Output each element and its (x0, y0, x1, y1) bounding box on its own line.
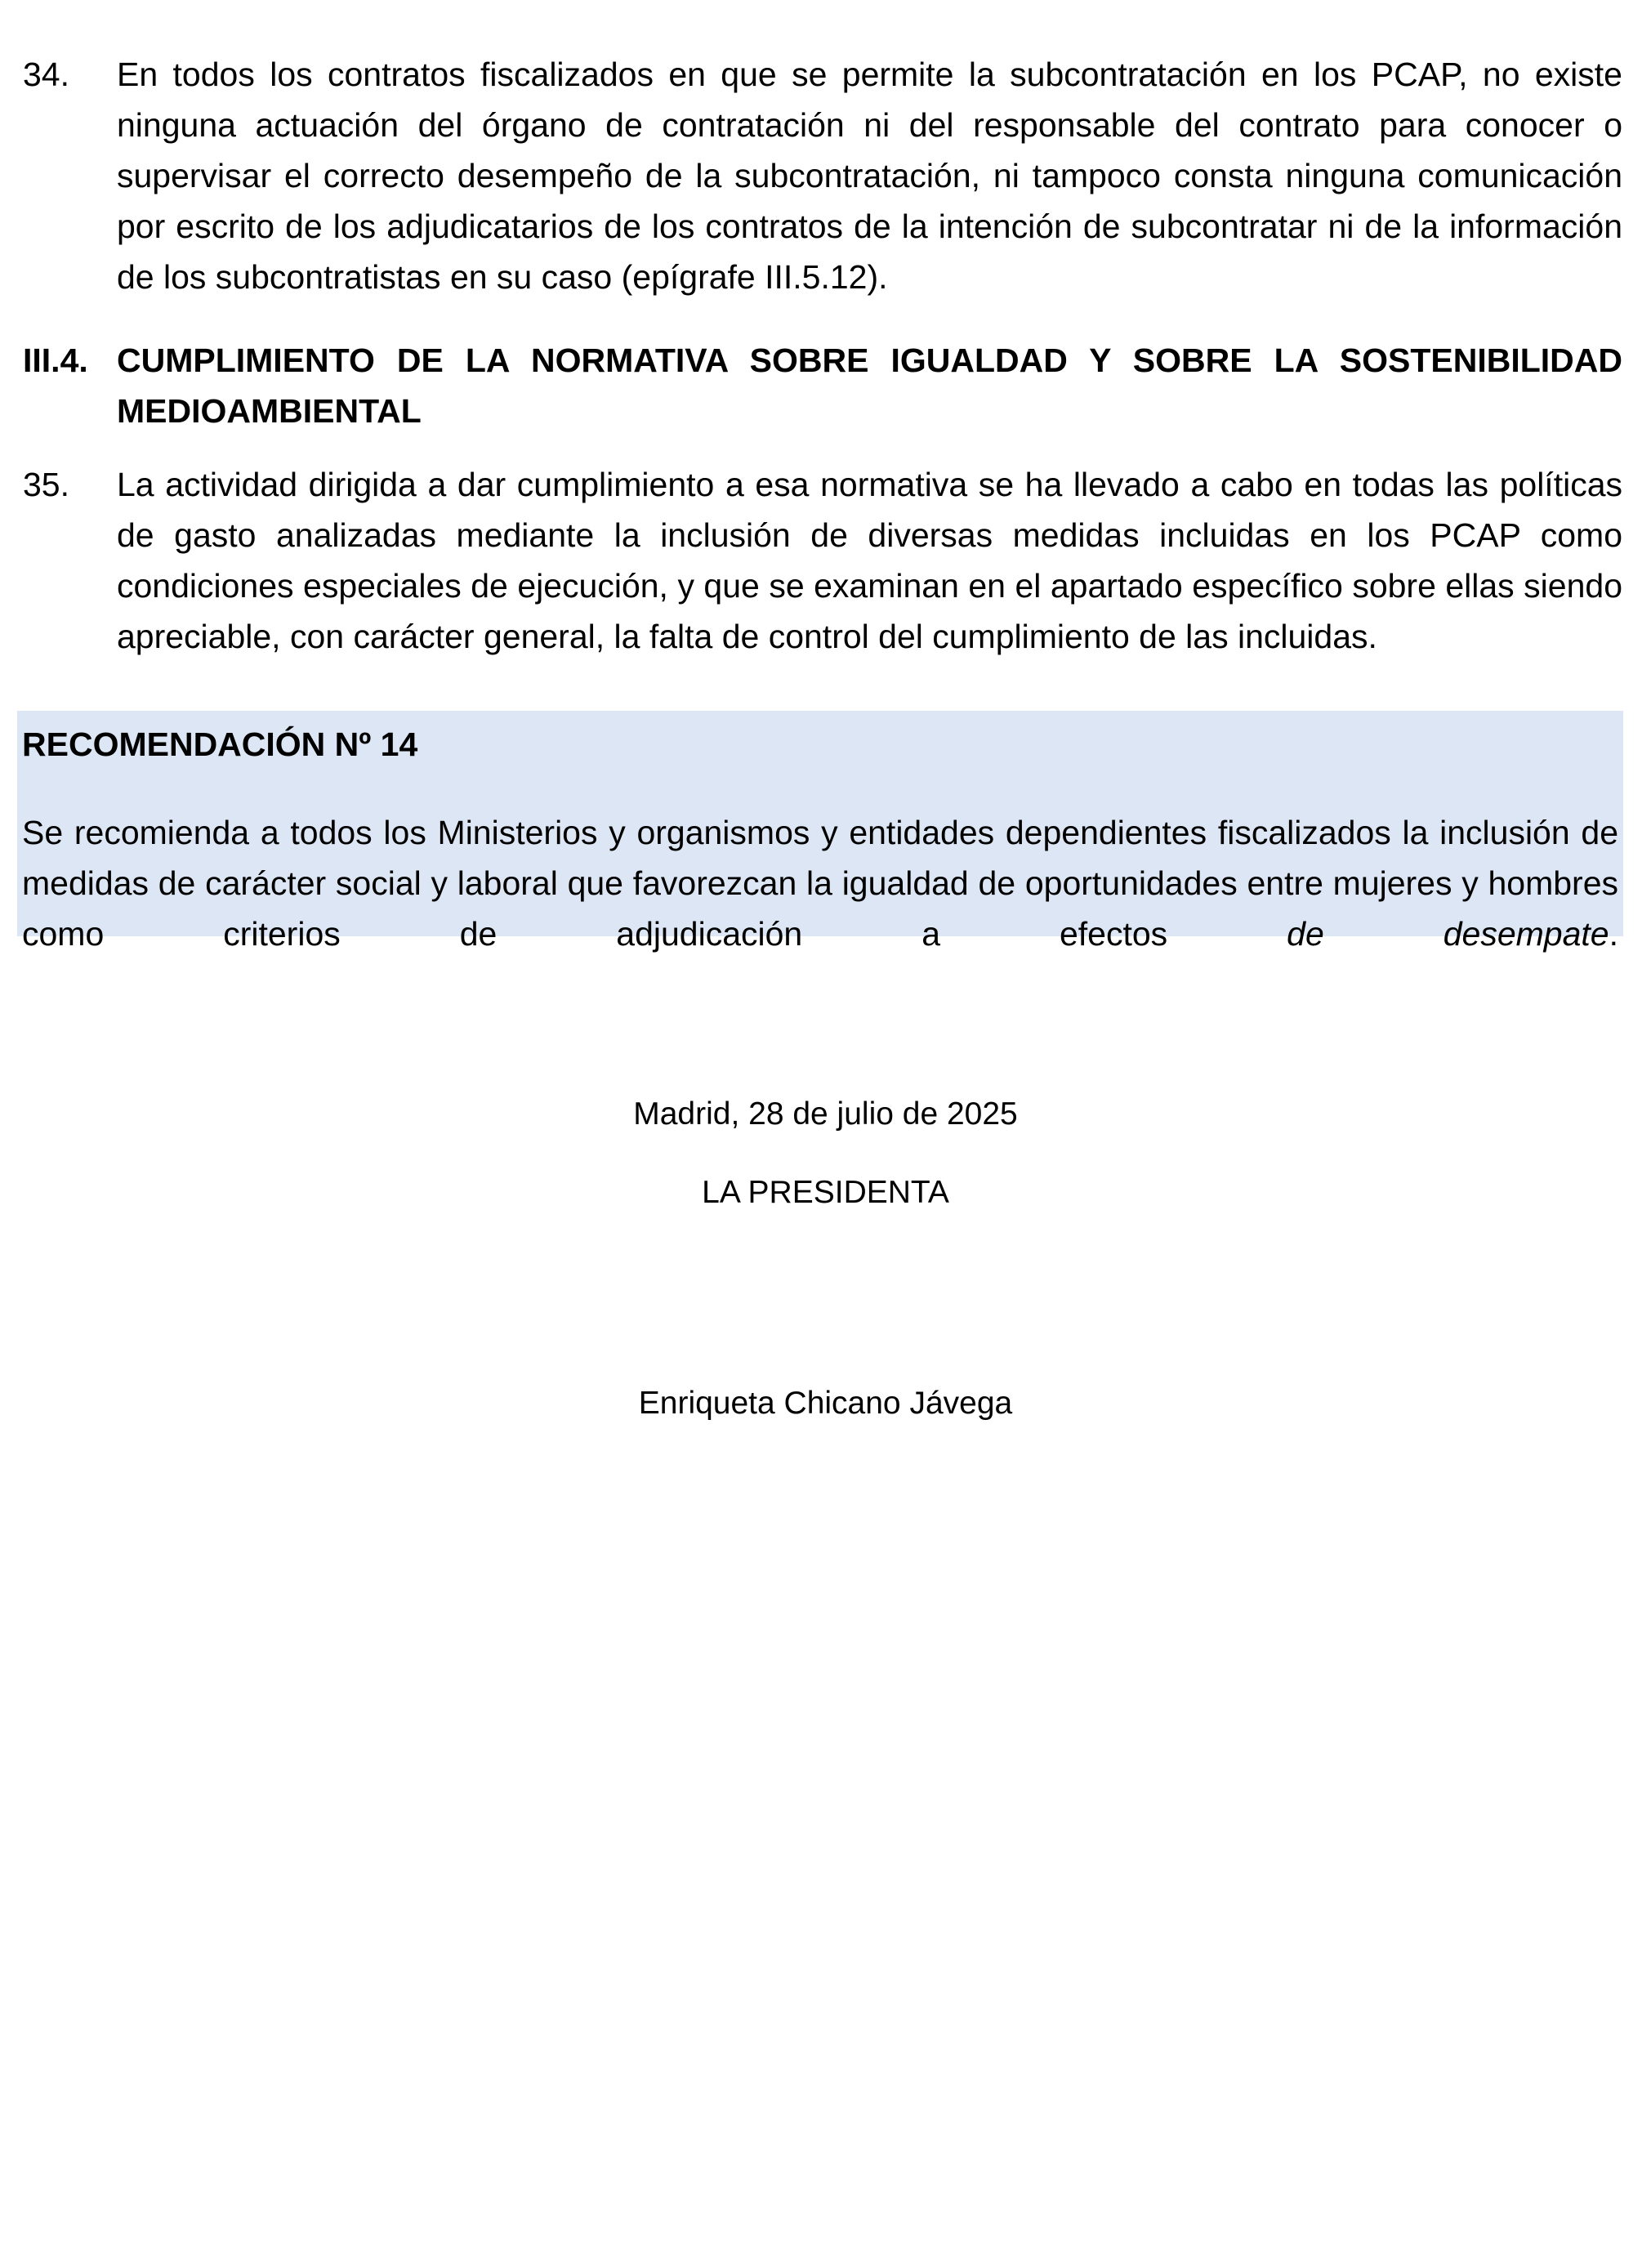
paragraph-number-35: 35. (23, 466, 69, 503)
recommendation-box (17, 711, 1623, 953)
recommendation-body (22, 807, 1618, 1010)
recommendation-body-part-1: Se recomienda a todos los Ministerios y organismos y entidades dependientes fiscalizados la inclusión de medidas de carácter social y laboral que favorezcan la igualdad de oportunidades entre mujeres y hombres como criterios de adjudicación a efectos (22, 814, 1618, 953)
numbered-paragraph-35 (23, 459, 1622, 662)
section-heading-title: CUMPLIMIENTO DE LA NORMATIVA SOBRE IGUALDAD Y SOBRE LA SOSTENIBILIDAD MEDIOAMBIENTAL (117, 342, 1622, 430)
signature-role: LA PRESIDENTA (702, 1175, 949, 1210)
recommendation-body-part-2: . (1609, 915, 1618, 953)
paragraph-text-34: En todos los contratos fiscalizados en que se permite la subcontratación en los PCAP, no existe ninguna actuación del órgano de contratación ni del responsable del contrato para conocer o supervisar el correcto desempeño de la subcontratación, ni tampoco consta ninguna comunicación por escrito de los adjudicatarios de los contratos de la intención de subcontratar ni de la información de los subcontratistas en su caso (epígrafe III.5.12). (117, 56, 1622, 296)
signature-place-date: Madrid, 28 de julio de 2025 (633, 1096, 1018, 1132)
paragraph-number-34: 34. (23, 56, 69, 93)
recommendation-title: RECOMENDACIÓN Nº 14 (22, 725, 418, 763)
numbered-paragraph-34 (23, 49, 1622, 302)
signature-name: Enriqueta Chicano Jávega (638, 1386, 1013, 1421)
recommendation-body-italic: de desempate (1287, 915, 1609, 953)
section-heading-number: III.4. (23, 342, 88, 379)
paragraph-text-35: La actividad dirigida a dar cumplimiento a esa normativa se ha llevado a cabo en todas las políticas de gasto analizadas mediante la inclusión de diversas medidas incluidas en los PCAP como condiciones especiales de ejecución, y que se examinan en el apartado específico sobre ellas siendo apreciable, con carácter general, la falta de control del cumplimiento de las incluidas. (117, 466, 1622, 655)
